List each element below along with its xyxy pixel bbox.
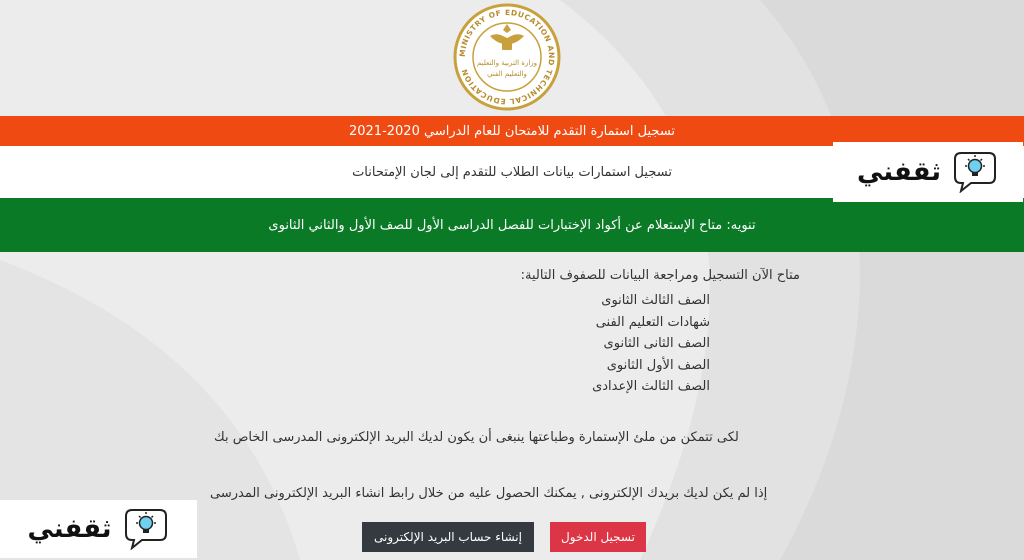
watermark-brand bbox=[833, 142, 1023, 202]
grades-list bbox=[160, 290, 800, 398]
list-item: الصف الأول الثانوى bbox=[606, 357, 710, 373]
grades-section bbox=[160, 266, 800, 398]
watermark-brand-text: ثقفني bbox=[856, 157, 942, 187]
list-item: الصف الثانى الثانوى bbox=[603, 336, 710, 351]
logo-center-text-1: وزارة التربية والتعليم bbox=[476, 59, 538, 67]
grades-intro: متاح الآن التسجيل ومراجعة البيانات للصفوف التالية: bbox=[520, 268, 800, 283]
logo-ring-text: MINISTRY OF EDUCATION AND TECHNICAL EDUCATION bbox=[457, 7, 557, 107]
registration-title: تسجيل استمارة التقدم للامتحان للعام الدراسي 2020-2021 bbox=[348, 123, 676, 139]
notice-text: تنويه: متاح الإستعلام عن أكواد الإختبارات للفصل الدراسى الأول للصف الأول والثاني الثانوى bbox=[268, 217, 756, 233]
ministry-logo bbox=[452, 2, 562, 112]
list-item: شهادات التعليم الفنى bbox=[595, 314, 710, 330]
no-email-note: إذا لم يكن لديك بريدك الإلكترونى , يمكنك الحصول عليه من خلال رابط انشاء البريد الإلكترونى المدرسى bbox=[210, 486, 768, 501]
login-button[interactable]: تسجيل الدخول bbox=[550, 522, 646, 552]
watermark-brand-text-bottom: ثقفني bbox=[27, 514, 112, 544]
notice-banner bbox=[0, 198, 1024, 252]
email-requirement-note: لكى تتمكن من ملئ الإستمارة وطباعتها ينبغى أن يكون لديك البريد الإلكترونى المدرسى الخاص بك bbox=[214, 430, 739, 445]
list-item: الصف الثالث الثانوى bbox=[601, 293, 710, 308]
logo-center-text-2: والتعليم الفني bbox=[487, 70, 527, 78]
lightbulb-icon bbox=[120, 508, 170, 550]
watermark-brand-bottom bbox=[0, 500, 197, 558]
list-item: الصف الثالث الإعدادى bbox=[592, 379, 710, 394]
lightbulb-icon bbox=[949, 151, 999, 193]
page-subtitle: تسجيل استمارات بيانات الطلاب للتقدم إلى لجان الإمتحانات bbox=[352, 164, 672, 180]
create-email-button[interactable]: إنشاء حساب البريد الإلكترونى bbox=[362, 522, 534, 552]
